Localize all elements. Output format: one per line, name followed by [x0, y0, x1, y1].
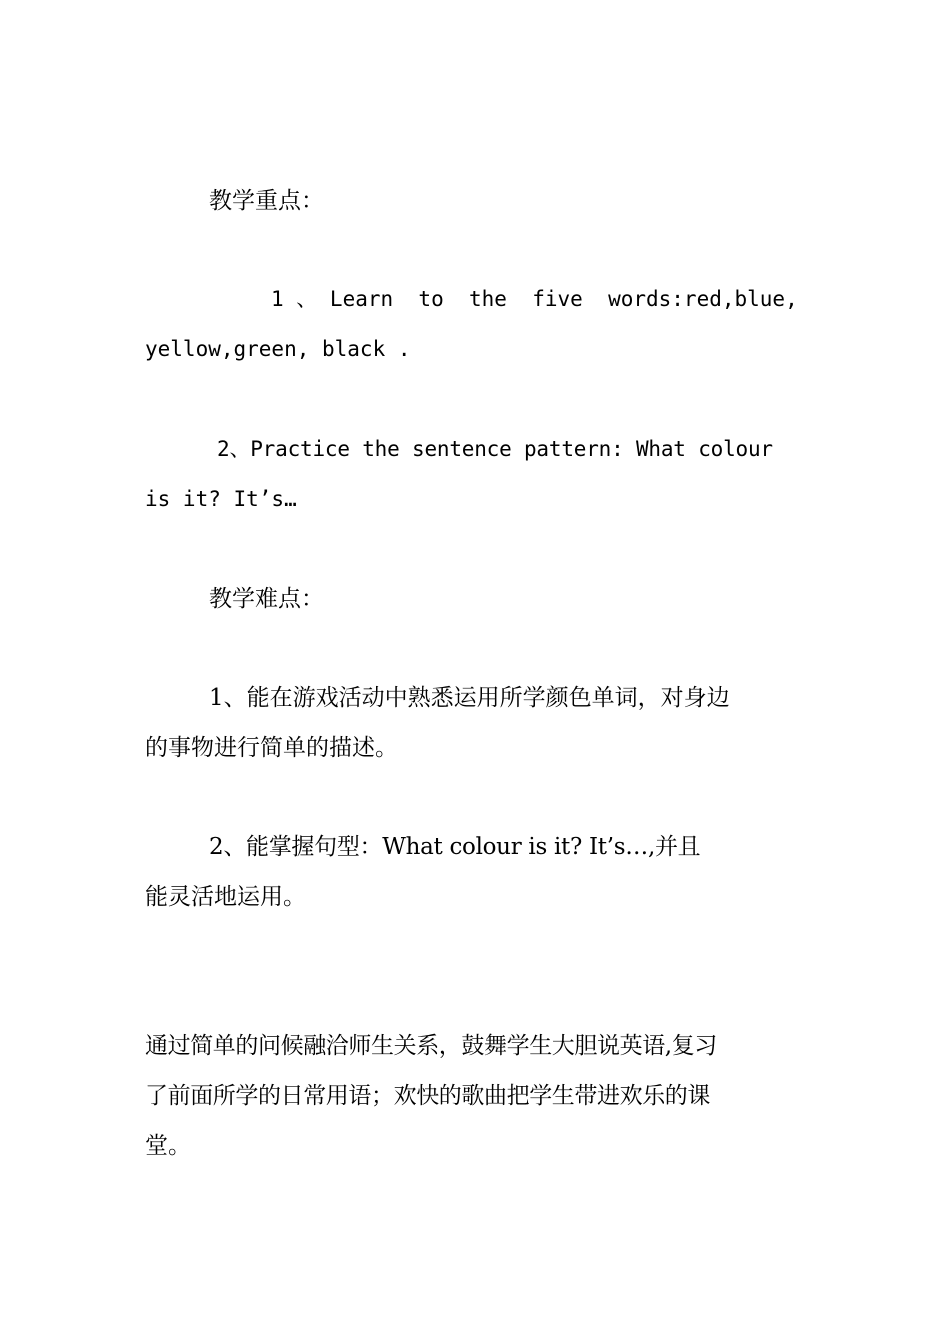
difficulty-2-line-2: 能灵活地运用。: [145, 884, 306, 910]
difficulty-2: [145, 822, 807, 922]
key-point-1-line-2: yellow,green, black .: [145, 337, 411, 361]
heading-difficulties: [145, 574, 807, 624]
difficulty-1-line-1: 1、能在游戏活动中熟悉运用所学颜色单词，对身边: [209, 685, 730, 711]
intro-paragraph: [145, 1021, 807, 1171]
intro-paragraph-line-2: 了前面所学的日常用语；欢快的歌曲把学生带进欢乐的课: [145, 1083, 711, 1109]
heading-key-points-text: 教学重点：: [209, 188, 324, 214]
difficulty-2-line-1: 2、能掌握句型：What colour is it? It’s…,并且: [209, 834, 701, 860]
difficulty-1-line-2: 的事物进行简单的描述。: [145, 735, 398, 761]
intro-paragraph-line-1: 通过简单的问候融洽师生关系，鼓舞学生大胆说英语,复习: [145, 1033, 717, 1059]
key-point-1-line-1: 1 、 Learn to the five words:red,blue,: [271, 287, 798, 311]
difficulty-1: [145, 673, 807, 773]
key-point-2-line-2: is it? It’s…: [145, 487, 297, 511]
key-point-1: [145, 274, 807, 374]
key-point-2-line-1: 2、Practice the sentence pattern: What colour: [217, 437, 773, 461]
heading-difficulties-text: 教学难点：: [209, 586, 324, 612]
heading-key-points: [145, 176, 807, 226]
intro-paragraph-line-3: 堂。: [145, 1133, 191, 1159]
key-point-2: [145, 424, 807, 524]
